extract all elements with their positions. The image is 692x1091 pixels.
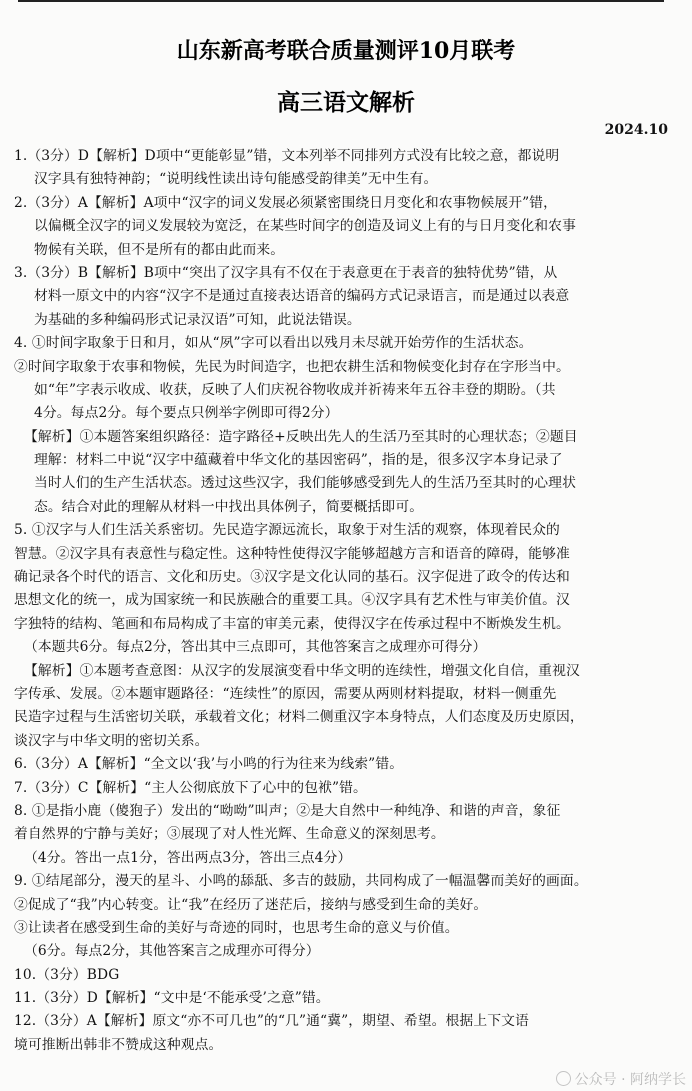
- text-line: 4分。每点2分。每个要点只例举字例即可得2分）: [34, 405, 339, 422]
- text-line: 材料一原文中的内容“汉字不是通过直接表达语音的编码方式记录语言，而是通过以表意: [34, 288, 570, 305]
- text-line: 字传承、发展。②本题审题路径：“连续性”的原因，需要从两则材料提取，材料一侧重先: [14, 685, 557, 702]
- text-line: 10.（3分）BDG: [14, 966, 120, 983]
- watermark: [556, 1069, 686, 1089]
- text-line: 物候有关联，但不是所有的都由此而来。: [34, 241, 285, 258]
- text-line: ②促成了“我”内心转变。让“我”在经历了迷茫后，接纳与感受到生命的美好。: [14, 896, 488, 913]
- text-line: 12.（3分）A【解析】原文“亦不可几也”的“几”通“冀”，期望、希望。根据上下文语: [14, 1013, 529, 1030]
- text-line: 6.（3分）A【解析】“全文以‘我’与小鸣的行为往来为线索”错。: [14, 756, 404, 773]
- text-line: 9. ①结尾部分，漫天的星斗、小鸣的舔舐、多吉的鼓励，共同构成了一幅温馨而美好的画面。: [14, 873, 588, 890]
- text-line: 为基础的多种编码形式记录汉语”可知，此说法错误。: [34, 311, 361, 328]
- document-subtitle: 高三语文解析: [277, 89, 415, 116]
- text-line: （4分。答出一点1分，答出两点3分，答出三点4分）: [24, 849, 352, 866]
- text-line: 以偏概全汉字的词义发展较为宽泛，在某些时间字的创造及词义上有的与日月变化和农事: [34, 218, 576, 235]
- wechat-icon: [556, 1071, 571, 1086]
- text-line: 思想文化的统一，成为国家统一和民族融合的重要工具。④汉字具有艺术性与审美价值。汉: [14, 592, 570, 609]
- text-line: 1.（3分）D【解析】D项中“更能彰显”错，文本列举不同排列方式没有比较之意，都说明: [14, 148, 560, 164]
- text-line: 2.（3分）A【解析】A项中“汉字的词义发展必须紧密围绕日月变化和农事物候展开”错，: [14, 194, 558, 211]
- text-line: 3.（3分）B【解析】B项中“突出了汉字具有不仅在于表意更在于表音的独特优势”错，从: [14, 264, 558, 281]
- text-line: 理解：材料二中说“汉字中蕴藏着中华文化的基因密码”，指的是，很多汉字本身记录了: [34, 452, 563, 469]
- text-line: 谈汉字与中华文明的密切关系。: [14, 732, 209, 749]
- text-line: （6分。每点2分，其他答案言之成理亦可得分）: [24, 943, 320, 960]
- text-line: ③让读者在感受到生命的美好与奇迹的同时，也思考生命的意义与价值。: [14, 919, 459, 936]
- watermark-text: 公众号 · 阿纳学长: [574, 1072, 686, 1088]
- text-line: 7.（3分）C【解析】“主人公彻底放下了心中的包袱”错。: [14, 779, 367, 796]
- text-line: 8. ①是指小鹿（傻狍子）发出的“呦呦”叫声；②是大自然中一种纯净、和谐的声音，象征: [14, 802, 561, 819]
- text-line: 5. ①汉字与人们生活关系密切。先民造字源远流长，取象于对生活的观察，体现着民众的: [14, 522, 560, 539]
- text-line: 民造字过程与生活密切关联，承载着文化；材料二侧重汉字本身特点，人们态度及历史原因，: [14, 709, 584, 726]
- text-line: 确记录各个时代的语言、文化和历史。③汉字是文化认同的基石。汉字促进了政令的传达和: [14, 569, 570, 586]
- document-date: 2024.10: [604, 122, 668, 138]
- text-line: 字独特的结构、笔画和布局构成了丰富的审美元素，使得汉字在传承过程中不断焕发生机。: [14, 615, 570, 632]
- text-line: 着自然界的宁静与美好；③展现了对人性光辉、生命意义的深刻思考。: [14, 826, 445, 843]
- top-rule: [18, 0, 664, 2]
- text-line: （本题共6分。每点2分，答出其中三点即可，其他答案言之成理亦可得分）: [24, 639, 487, 656]
- answer-body: [14, 145, 666, 1057]
- text-line: ②时间字取象于农事和物候，先民为时间造字，也把农耕生活和物候变化封存在字形当中。: [14, 358, 570, 375]
- text-line: 当时人们的生产生活状态。透过这些汉字，我们能够感受到先人的生活乃至其时的心理状: [34, 475, 576, 492]
- text-line: 汉字具有独特神韵；“说明线性读出诗句能感受韵律美”无中生有。: [34, 171, 438, 188]
- text-line: 如“年”字表示收成、收获，反映了人们庆祝谷物收成并祈祷来年五谷丰登的期盼。（共: [34, 381, 556, 398]
- text-line: 智慧。②汉字具有表意性与稳定性。这种特性使得汉字能够超越方言和语音的障碍，能够准: [14, 545, 570, 562]
- text-line: 【解析】①本题答案组织路径：造字路径+反映出先人的生活乃至其时的心理状态；②题目: [24, 428, 578, 445]
- document-title: 山东新高考联合质量测评10月联考: [176, 38, 516, 64]
- text-line: 态。结合对此的理解从材料一中找出具体例子，简要概括即可。: [34, 498, 424, 515]
- text-line: 境可推断出韩非不赞成这种观点。: [14, 1036, 223, 1053]
- text-line: 【解析】①本题考查意图：从汉字的发展演变看中华文明的连续性，增强文化自信，重视汉: [24, 662, 580, 679]
- text-line: 11.（3分）D【解析】“文中是‘不能承受’之意”错。: [14, 990, 330, 1007]
- text-line: 4. ①时间字取象于日和月，如从“夙”字可以看出以残月未尽就开始劳作的生活状态。: [14, 335, 533, 352]
